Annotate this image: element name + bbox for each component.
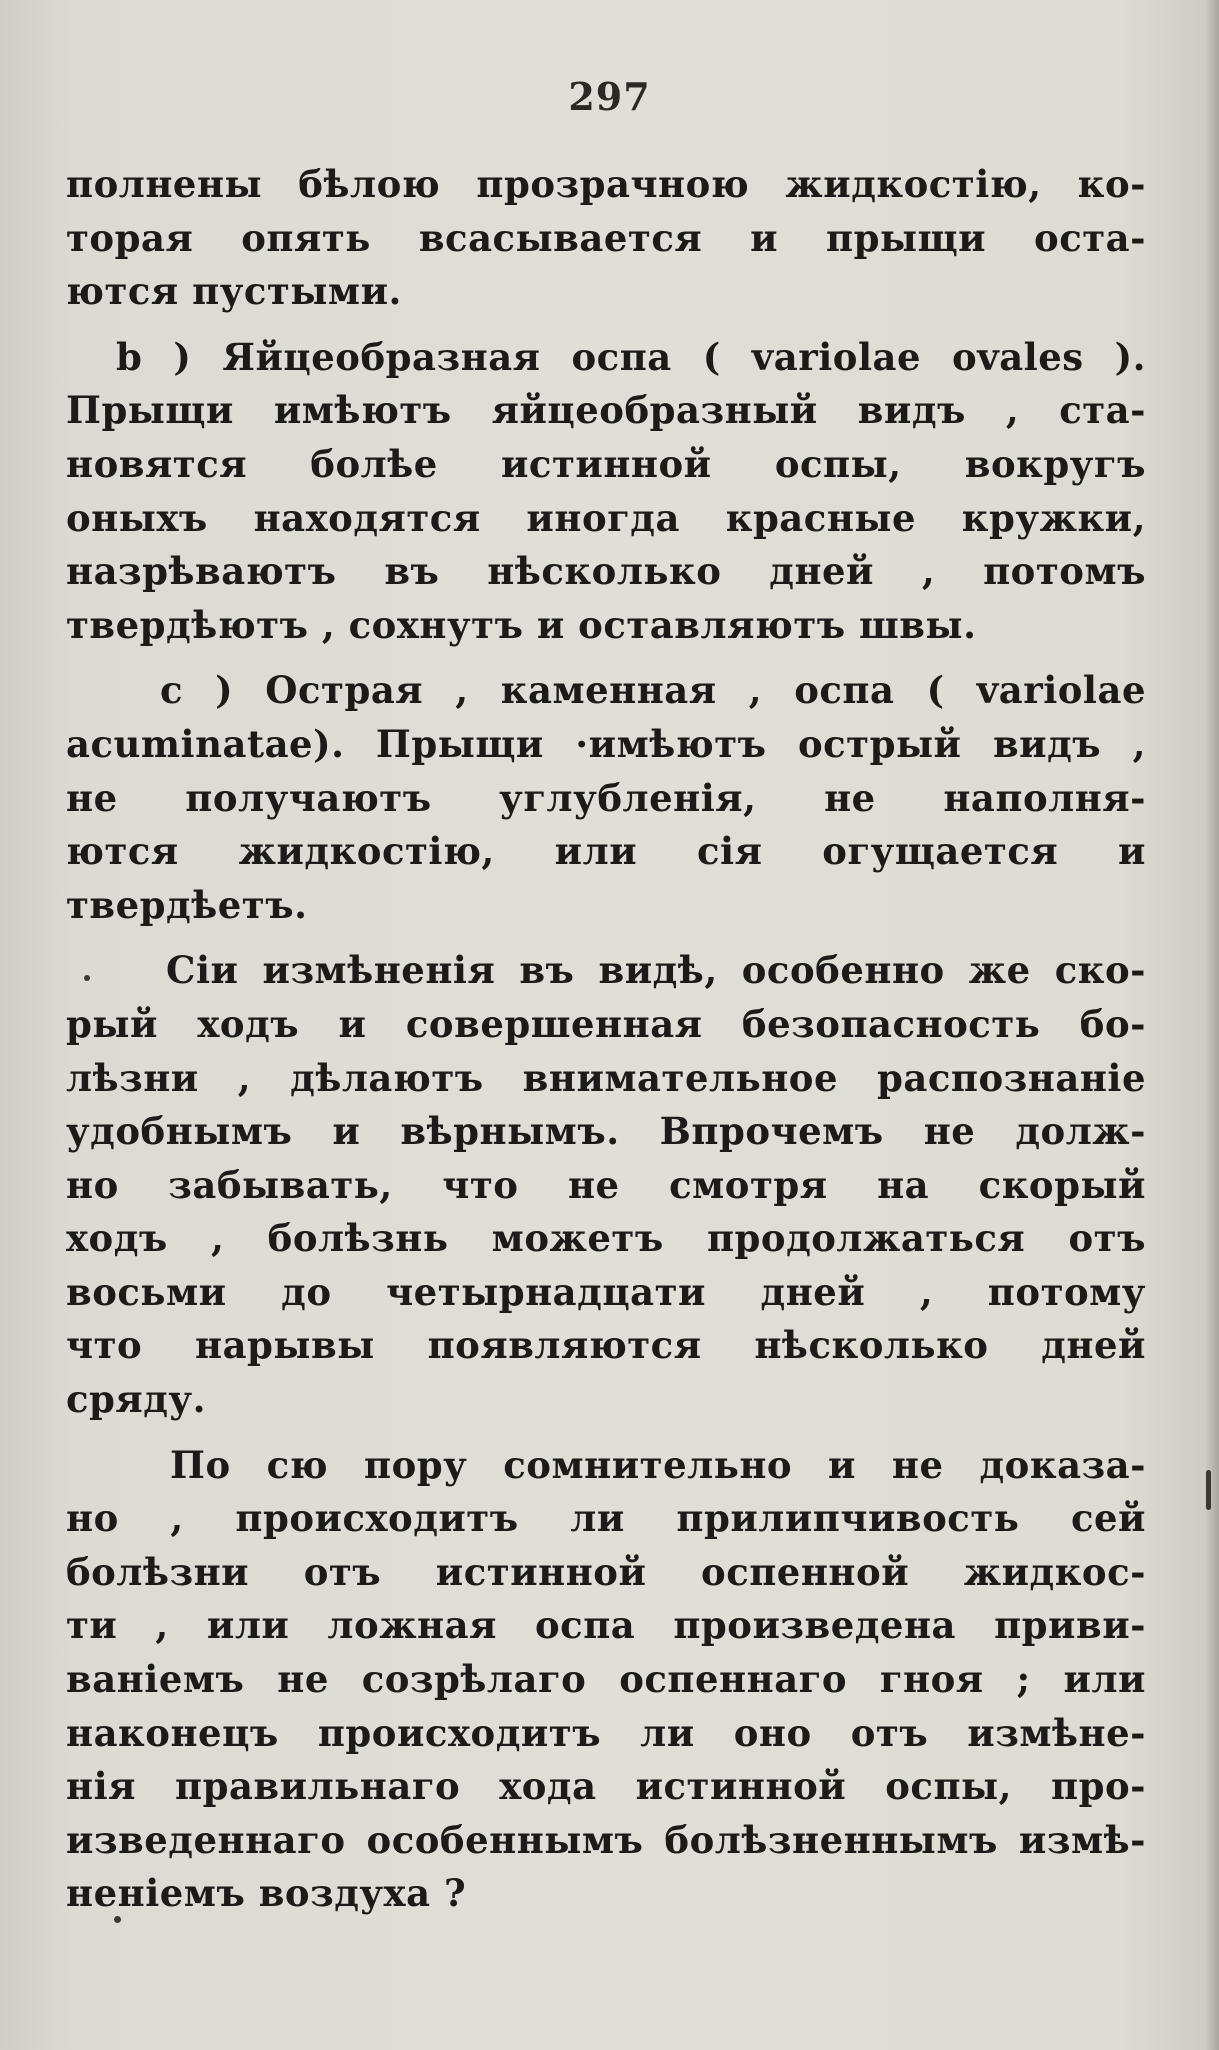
text-line: болѣзни отъ истинной оспенной жидкос-: [66, 1549, 1146, 1594]
text-line: новятся болѣе истинной оспы, вокругъ: [66, 441, 1146, 486]
text-line: но , происходитъ ли прилипчивость сей: [66, 1496, 1146, 1541]
text-line: Сіи измѣненія въ видѣ, особенно же ско-: [166, 948, 1146, 993]
paragraph-5: [66, 1439, 1146, 1921]
text-line: наконецъ происходитъ ли оно отъ измѣне-: [66, 1710, 1146, 1755]
text-line: ются пустыми.: [66, 269, 402, 314]
text-line: полнены бѣлою прозрачною жидкостію, ко-: [66, 162, 1146, 206]
text-line: ти , или ложная оспа произведена приви-: [66, 1603, 1146, 1648]
text-line: твердѣютъ , сохнутъ и оставляютъ швы.: [66, 602, 977, 647]
text-line: ходъ , болѣзнь можетъ продолжаться отъ: [66, 1216, 1146, 1261]
text-line: ются жидкостію, или сія огущается и: [66, 829, 1146, 874]
text-line: но забывать, что не смотря на скорый: [66, 1162, 1146, 1207]
paragraph-1: [66, 158, 1146, 319]
text-line: Прыщи имѣютъ яйцеобразный видъ , ста-: [66, 388, 1146, 433]
text-line: неніемъ воздуха ?: [66, 1871, 467, 1916]
text-line: ваніемъ не созрѣлаго оспеннаго гноя ; или: [66, 1657, 1146, 1702]
text-line: лѣзни , дѣлаютъ внимательное распознаніе: [66, 1055, 1146, 1100]
page-number: 297: [568, 74, 651, 119]
body-text: [66, 158, 1146, 1921]
paragraph-3: [66, 664, 1146, 932]
text-line: сряду.: [66, 1377, 206, 1422]
text-line: b ) Яйцеобразная оспа ( variolae ovales ).: [116, 334, 1146, 379]
text-line: не получаютъ углубленія, не наполня-: [66, 775, 1146, 820]
text-line: назрѣваютъ въ нѣсколько дней , потомъ: [66, 549, 1146, 594]
ink-speck: [1206, 1470, 1211, 1510]
text-line: нія правильнаго хода истинной оспы, про-: [66, 1764, 1146, 1809]
ink-speck: [114, 1916, 121, 1923]
paragraph-2: [66, 331, 1146, 653]
text-line: acuminatae). Прыщи ·имѣютъ острый видъ ,: [66, 721, 1146, 766]
text-line: восьми до четырнадцати дней , потому: [66, 1269, 1146, 1314]
text-line: торая опять всасывается и прыщи оста-: [66, 215, 1146, 260]
paragraph-4: [66, 944, 1146, 1426]
text-line: твердѣетъ.: [66, 882, 308, 927]
text-line: рый ходъ и совершенная безопасность бо-: [66, 1001, 1146, 1046]
ink-speck: [84, 975, 90, 981]
text-line: оныхъ находятся иногда красные кружки,: [66, 495, 1146, 540]
text-line: что нарывы появляются нѣсколько дней: [66, 1323, 1146, 1368]
text-line: изведеннаго особеннымъ болѣзненнымъ измѣ-: [66, 1817, 1146, 1862]
page-edge-shadow: [1205, 0, 1219, 2050]
text-line: удобнымъ и вѣрнымъ. Впрочемъ не долж-: [66, 1109, 1146, 1154]
text-line: По сю пору сомнительно и не доказа-: [170, 1442, 1146, 1487]
text-line: c ) Острая , каменная , оспа ( variolae: [160, 668, 1146, 713]
